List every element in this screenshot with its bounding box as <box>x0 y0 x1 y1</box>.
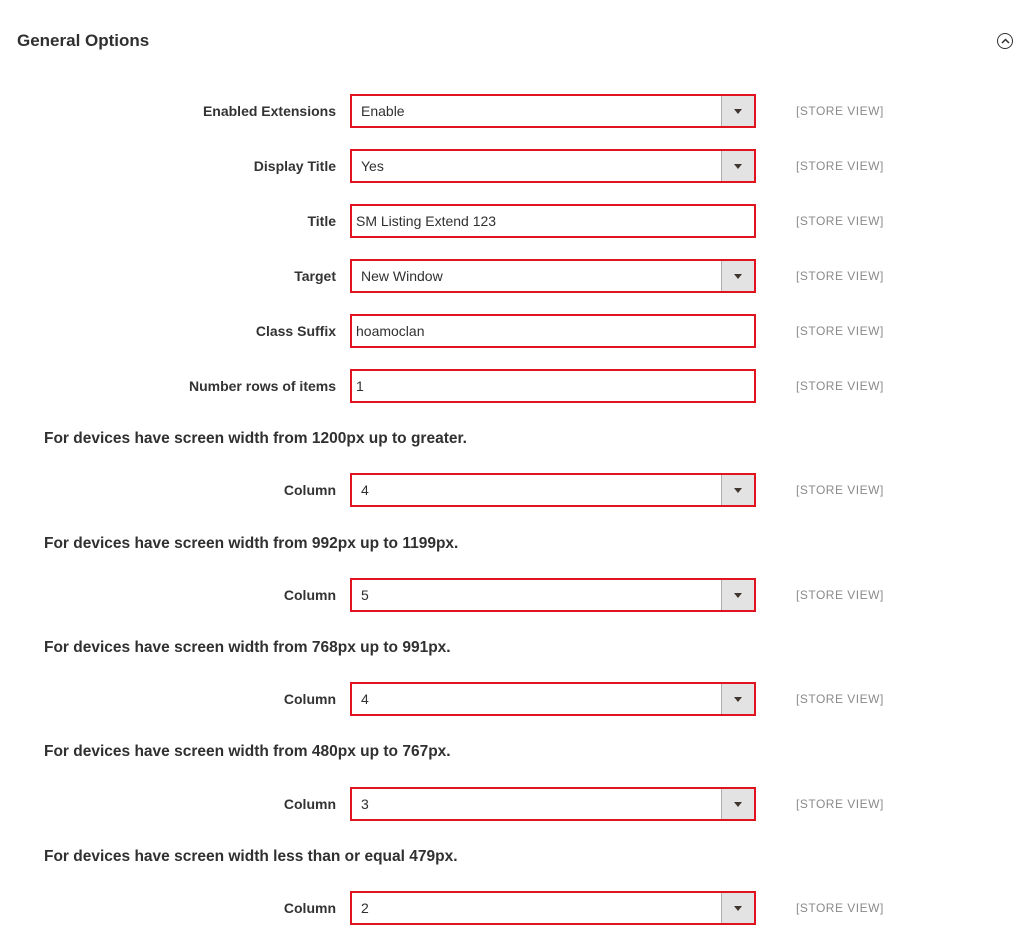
column-select-992[interactable] <box>350 578 756 612</box>
breakpoint-heading: For devices have screen width from 480px up to 767px. <box>44 743 451 760</box>
scope-label: [STORE VIEW] <box>796 269 884 283</box>
display-title-value: Yes <box>361 158 384 174</box>
dropdown-toggle[interactable] <box>721 96 754 126</box>
caret-down-icon <box>734 274 742 279</box>
dropdown-toggle[interactable] <box>721 684 754 714</box>
display-title-select[interactable] <box>350 149 756 183</box>
column-label: Column <box>283 587 336 603</box>
scope-label: [STORE VIEW] <box>796 692 884 706</box>
dropdown-toggle[interactable] <box>721 261 754 291</box>
dropdown-toggle[interactable] <box>721 893 754 923</box>
caret-down-icon <box>734 906 742 911</box>
column-value: 3 <box>361 796 369 812</box>
row-column-479 <box>0 891 1036 925</box>
row-number-rows <box>0 369 1036 403</box>
title-label: Title <box>307 213 336 229</box>
caret-down-icon <box>734 488 742 493</box>
scope-label: [STORE VIEW] <box>796 159 884 173</box>
enabled-extensions-value: Enable <box>361 103 405 119</box>
target-value: New Window <box>361 268 443 284</box>
column-value: 4 <box>361 482 369 498</box>
row-column-480 <box>0 787 1036 821</box>
row-enabled-extensions <box>0 94 1036 128</box>
caret-down-icon <box>734 802 742 807</box>
breakpoint-heading: For devices have screen width less than or equal 479px. <box>44 848 458 865</box>
column-select-479[interactable] <box>350 891 756 925</box>
column-select-768[interactable] <box>350 682 756 716</box>
column-select-480[interactable] <box>350 787 756 821</box>
title-input[interactable] <box>350 204 756 238</box>
breakpoint-heading: For devices have screen width from 1200px up to greater. <box>44 430 467 447</box>
column-label: Column <box>283 691 336 707</box>
breakpoint-heading: For devices have screen width from 768px up to 991px. <box>44 639 451 656</box>
column-label: Column <box>283 482 336 498</box>
caret-down-icon <box>734 164 742 169</box>
caret-down-icon <box>734 593 742 598</box>
caret-down-icon <box>734 109 742 114</box>
row-class-suffix <box>0 314 1036 348</box>
dropdown-toggle[interactable] <box>721 151 754 181</box>
breakpoint-heading: For devices have screen width from 992px up to 1199px. <box>44 535 459 552</box>
row-column-992 <box>0 578 1036 612</box>
dropdown-toggle[interactable] <box>721 475 754 505</box>
title-value: SM Listing Extend 123 <box>356 213 497 229</box>
scope-label: [STORE VIEW] <box>796 104 884 118</box>
scope-label: [STORE VIEW] <box>796 588 884 602</box>
column-value: 4 <box>361 691 369 707</box>
dropdown-toggle[interactable] <box>721 789 754 819</box>
column-label: Column <box>283 900 336 916</box>
target-select[interactable] <box>350 259 756 293</box>
section-title: General Options <box>17 31 150 50</box>
scope-label: [STORE VIEW] <box>796 901 884 915</box>
scope-label: [STORE VIEW] <box>796 483 884 497</box>
target-label: Target <box>294 268 336 284</box>
enabled-extensions-select[interactable] <box>350 94 756 128</box>
enabled-extensions-label: Enabled Extensions <box>202 103 336 119</box>
class-suffix-value: hoamoclan <box>356 323 425 339</box>
column-select-1200[interactable] <box>350 473 756 507</box>
row-column-768 <box>0 682 1036 716</box>
row-target <box>0 259 1036 293</box>
row-display-title <box>0 149 1036 183</box>
column-value: 5 <box>361 587 369 603</box>
caret-down-icon <box>734 697 742 702</box>
dropdown-toggle[interactable] <box>721 580 754 610</box>
scope-label: [STORE VIEW] <box>796 214 884 228</box>
column-value: 2 <box>361 900 369 916</box>
number-rows-input[interactable] <box>350 369 756 403</box>
scope-label: [STORE VIEW] <box>796 379 884 393</box>
chevron-up-icon <box>1001 38 1010 44</box>
scope-label: [STORE VIEW] <box>796 797 884 811</box>
display-title-label: Display Title <box>253 158 336 174</box>
scope-label: [STORE VIEW] <box>796 324 884 338</box>
class-suffix-label: Class Suffix <box>255 323 336 339</box>
row-title <box>0 204 1036 238</box>
column-label: Column <box>283 796 336 812</box>
number-rows-value: 1 <box>356 378 364 394</box>
class-suffix-input[interactable] <box>350 314 756 348</box>
row-column-1200 <box>0 473 1036 507</box>
number-rows-label: Number rows of items <box>188 378 336 394</box>
collapse-section-button[interactable] <box>997 33 1013 49</box>
